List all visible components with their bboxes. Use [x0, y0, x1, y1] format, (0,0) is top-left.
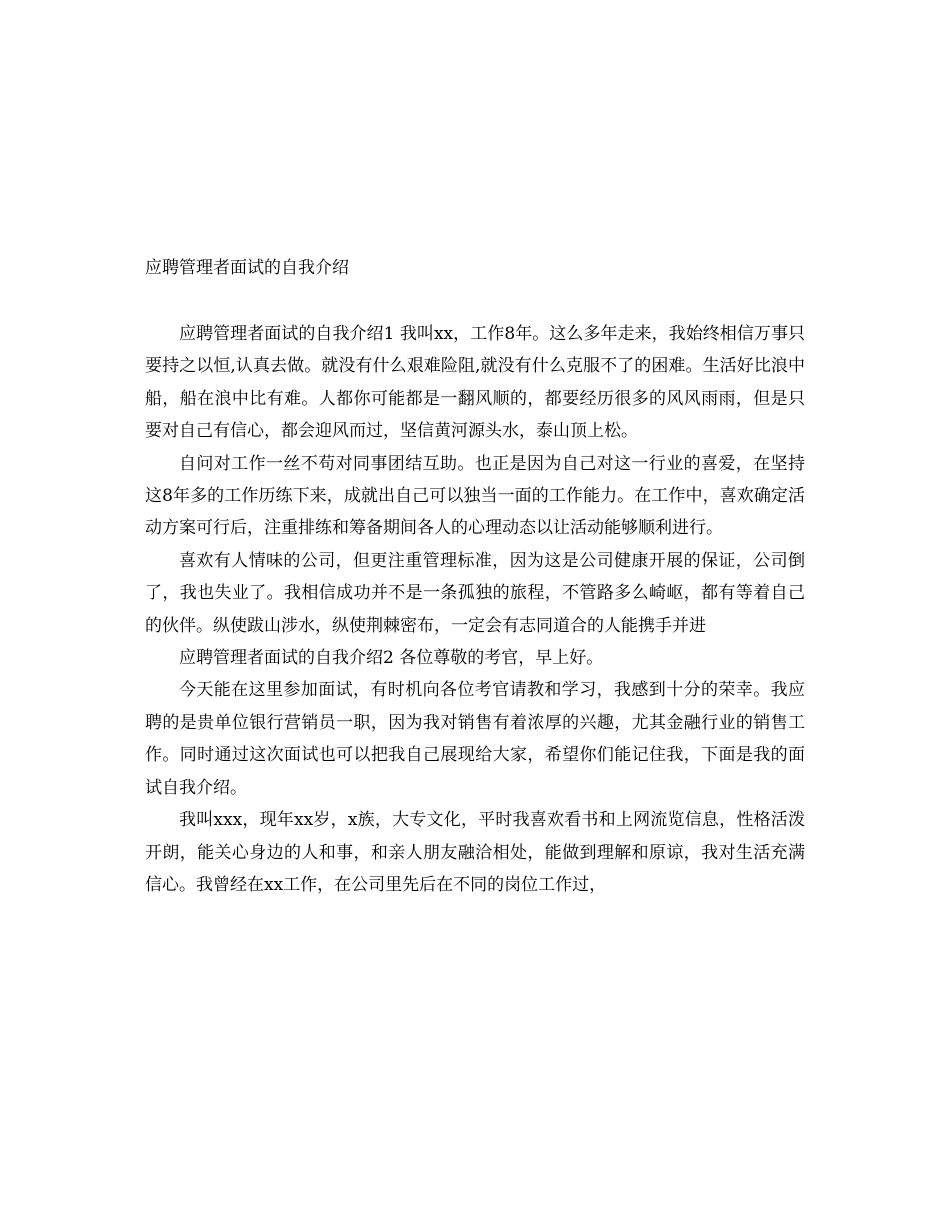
document-title: 应聘管理者面试的自我介绍: [145, 258, 349, 278]
paragraph-personal-info: 我叫xxx，现年xx岁，x族，大专文化，平时我喜欢看书和上网流览信息，性格活泼开朗，能关心身边的人和事，和亲人朋友融洽相处，能做到理解和原谅，我对生活充满信心。我曾经在xx工作，在公司里先后在不同的岗位工作过，: [145, 810, 805, 895]
paragraph-interview-purpose: 今天能在这里参加面试，有时机向各位考官请教和学习，我感到十分的荣幸。我应聘的是贵单位银行营销员一职，因为我对销售有着浓厚的兴趣，尤其金融行业的销售工作。同时通过这次面试也可以把我自己展现给大家，希望你们能记住我，下面是我的面试自我介绍。: [145, 680, 805, 798]
paragraph-intro-2-greeting: 应聘管理者面试的自我介绍2 各位尊敬的考官，早上好。: [179, 648, 604, 669]
paragraph-company-values: 喜欢有人情味的公司，但更注重管理标准，因为这是公司健康开展的保证，公司倒了，我也失业了。我相信成功并不是一条孤独的旅程，不管路多么崎岖，都有等着自己的伙伴。纵使跋山涉水，纵使荆棘密布，一定会有志同道合的人能携手并进: [145, 550, 805, 636]
paragraph-intro-1: 应聘管理者面试的自我介绍1 我叫xx，工作8年。这么多年走来，我始终相信万事只要持之以恒,认真去做。就没有什么艰难险阻,就没有什么克服不了的困难。生活好比浪中船，船在浪中比有难。人都你可能都是一翻风顺的，都要经历很多的风风雨雨，但是只要对自己有信心，都会迎风而过，坚信黄河源头水，泰山顶上松。: [145, 324, 805, 442]
paragraph-work-attitude: 自问对工作一丝不苟对同事团结互助。也正是因为自己对这一行业的喜爱，在坚持这8年多的工作历练下来，成就出自己可以独当一面的工作能力。在工作中，喜欢确定活动方案可行后，注重排练和筹备期间各人的心理动态以让活动能够顺利进行。: [145, 453, 805, 539]
document-page: [145, 255, 805, 901]
